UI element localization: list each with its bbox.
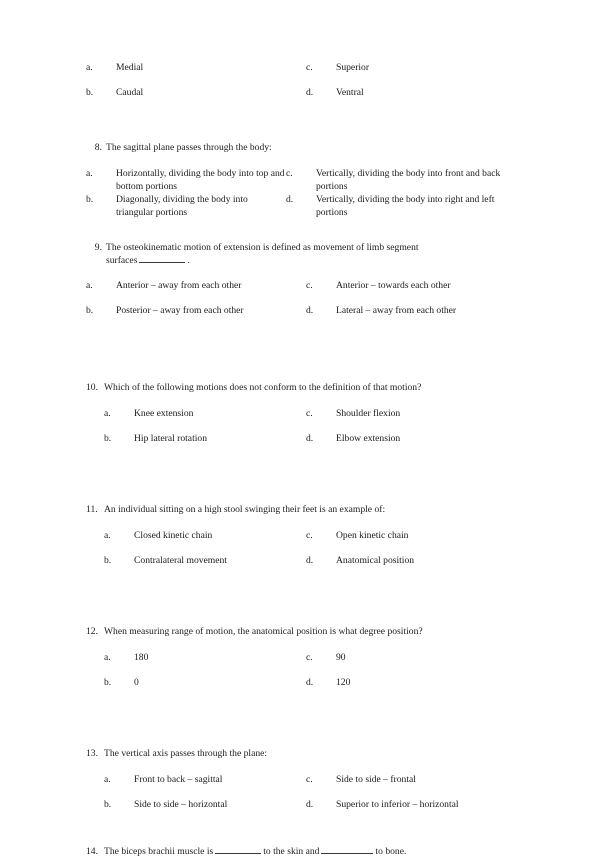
question-8-stem [86,142,526,155]
option-row[interactable] [86,305,306,318]
option-text: Anatomical position [336,555,415,566]
question-text [104,846,526,859]
option-row[interactable] [86,652,306,665]
option-row[interactable] [306,774,526,787]
option-letter: c. [306,530,313,542]
option-letter: d. [306,798,314,810]
option-row[interactable] [86,555,306,568]
option-letter: b. [86,86,94,98]
question-12-options [86,652,526,702]
spacer [86,155,526,168]
question-text: The sagittal plane passes through the body: [106,141,272,153]
question-text-part-2: to the skin and [263,845,320,857]
question-text-line-2-prefix: surfaces [106,254,138,266]
question-text [106,242,526,268]
question-text: The vertical axis passes through the plane: [104,747,268,759]
option-text: Diagonally, dividing the body into triangular portions [116,193,248,218]
option-letter: c. [286,167,293,179]
option-text: 180 [134,651,149,663]
option-text: Contralateral movement [134,555,227,566]
option-text: 90 [336,651,346,663]
question-14-stem [86,846,526,859]
spacer [86,761,526,774]
spacer [86,112,526,142]
option-row[interactable] [86,677,306,690]
option-text: Horizontally, dividing the body into top and bottom portions [116,167,285,192]
option-letter: b. [104,555,112,566]
option-row[interactable] [86,799,306,812]
question-number: 11. [86,504,98,516]
option-row[interactable] [86,774,306,787]
question-number: 14. [86,845,98,857]
option-letter: b. [104,676,112,688]
question-8-options [86,168,526,220]
option-text: Superior to inferior – horizontal [336,798,459,810]
question-10-stem [86,382,526,395]
option-row[interactable] [306,433,526,446]
spacer [86,580,526,626]
question-number: 9. [94,241,102,253]
spacer [86,458,526,504]
option-row[interactable] [306,677,526,690]
question-text: Which of the following motions does not conform to the definition of that motion? [104,382,422,394]
option-letter: a. [104,530,111,542]
option-row[interactable] [86,433,306,446]
option-row[interactable] [86,168,286,194]
option-text: Vertically, dividing the body into front and back portions [316,167,501,192]
option-text: 0 [134,676,139,688]
question-13-stem [86,748,526,761]
spacer [86,639,526,652]
question-number: 8. [94,141,102,153]
option-letter: a. [104,651,111,663]
option-letter: c. [306,280,313,292]
question-number: 12. [86,625,98,637]
option-letter: c. [306,651,313,663]
option-text: Lateral – away from each other [336,305,457,317]
option-letter: c. [306,62,313,73]
option-row[interactable] [306,87,526,100]
option-letter: a. [86,280,93,292]
question-text-line-2-suffix: . [187,254,190,266]
option-text: Superior [336,62,370,73]
spacer [86,395,526,408]
fill-in-blank[interactable] [215,853,261,854]
option-text: Side to side – horizontal [134,798,228,810]
option-row[interactable] [286,194,526,220]
option-row[interactable] [306,305,526,318]
option-letter: d. [306,305,314,317]
option-row[interactable] [86,62,306,75]
option-row[interactable] [306,555,526,568]
option-letter: d. [286,193,294,205]
question-text-part-1: The biceps brachii muscle is [104,845,214,857]
option-text: Medial [116,62,144,73]
option-letter: b. [86,305,94,317]
question-9-options [86,280,526,330]
option-row[interactable] [306,62,526,75]
option-letter: d. [306,555,314,566]
spacer [86,220,526,242]
option-row[interactable] [86,280,306,293]
option-row[interactable] [86,408,306,421]
option-text: Elbow extension [336,433,401,445]
option-text: Open kinetic chain [336,530,409,542]
fill-in-blank[interactable] [139,262,185,263]
question-12-stem [86,626,526,639]
question-11-stem [86,504,526,517]
option-row[interactable] [306,652,526,665]
option-text: Anterior – away from each other [116,280,242,292]
option-text: Knee extension [134,408,194,420]
option-row[interactable] [86,87,306,100]
option-row[interactable] [286,168,526,194]
option-text: Posterior – away from each other [116,305,244,317]
question-text: When measuring range of motion, the anatomical position is what degree position? [104,625,423,637]
option-letter: a. [104,408,111,420]
spacer [86,267,526,280]
question-text: An individual sitting on a high stool swinging their feet is an example of: [104,504,386,516]
option-row[interactable] [86,530,306,543]
option-text: Shoulder flexion [336,408,401,420]
option-row[interactable] [306,530,526,543]
question-7-options [86,62,526,112]
option-text: Closed kinetic chain [134,530,213,542]
option-letter: b. [86,193,94,205]
option-text: Anterior – towards each other [336,280,451,292]
question-number: 13. [86,747,98,759]
question-text-line-1: The osteokinematic motion of extension is defined as movement of limb segment [106,241,419,253]
question-text-part-3: to bone. [375,845,407,857]
option-letter: d. [306,676,314,688]
exam-content [86,62,526,859]
option-row[interactable] [306,799,526,812]
spacer [86,702,526,748]
option-text: 120 [336,676,351,688]
option-letter: b. [104,798,112,810]
spacer [86,330,526,382]
option-letter: c. [306,773,313,785]
option-letter: a. [86,167,93,179]
option-letter: d. [306,433,314,445]
option-text: Side to side – frontal [336,773,416,785]
question-number: 10. [86,382,98,394]
option-text: Vertically, dividing the body into right and left portions [316,193,495,218]
question-10-options [86,408,526,458]
option-text: Hip lateral rotation [134,433,207,445]
option-text: Ventral [336,86,364,98]
option-row[interactable] [86,194,286,220]
spacer [86,517,526,530]
spacer [86,824,526,846]
option-letter: a. [86,62,93,73]
fill-in-blank[interactable] [321,853,373,854]
question-13-options [86,774,526,824]
question-9-stem [86,242,526,268]
option-text: Front to back – sagittal [134,773,223,785]
option-row[interactable] [306,280,526,293]
question-11-options [86,530,526,580]
option-letter: d. [306,86,314,98]
option-row[interactable] [306,408,526,421]
option-letter: a. [104,773,111,785]
option-letter: c. [306,408,313,420]
option-text: Caudal [116,86,144,98]
option-letter: b. [104,433,112,445]
